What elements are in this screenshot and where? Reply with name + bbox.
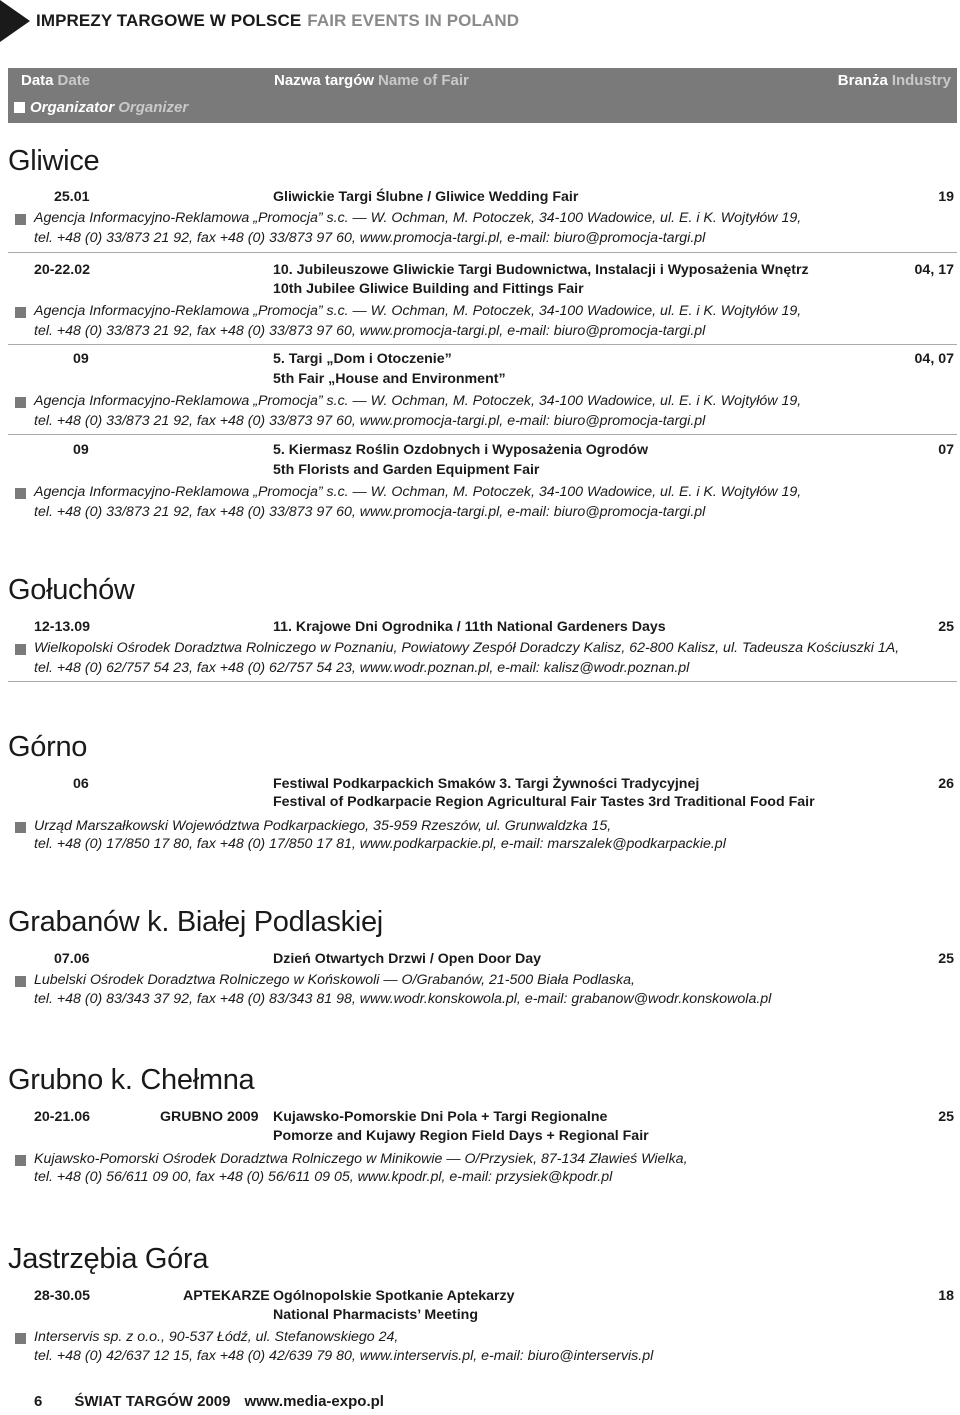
event-contact: tel. +48 (0) 33/873 21 92, fax +48 (0) 33/873 97 60, www.promocja-targi.pl, e-mail: biuro@promocja-targi.pl <box>34 323 706 339</box>
page-title-en: FAIR EVENTS IN POLAND <box>307 11 520 30</box>
square-bullet-icon <box>15 822 26 833</box>
event-date: 25.01 <box>54 189 90 205</box>
event-industry: 25 <box>938 619 954 635</box>
event-contact: tel. +48 (0) 62/757 54 23, fax +48 (0) 62/757 54 23, www.wodr.poznan.pl, e-mail: kalisz@wodr.poznan.pl <box>34 660 690 676</box>
event-industry: 19 <box>938 189 954 205</box>
column-name <box>274 72 469 89</box>
event-name-en: 10th Jubilee Gliwice Building and Fittings Fair <box>273 281 584 297</box>
page-title-pl: IMPREZY TARGOWE W POLSCE <box>36 11 302 30</box>
event-date: 28-30.05 <box>34 1288 91 1304</box>
event-industry: 04, 17 <box>914 262 954 278</box>
column-name-pl: Nazwa targów <box>274 72 375 89</box>
column-organizer <box>14 99 188 116</box>
event-organizer: Agencja Informacyjno-Reklamowa „Promocja” s.c. — W. Ochman, M. Potoczek, 34-100 Wadowice, ul. E. i K. Wojtyłów 19, <box>34 484 802 500</box>
page-header <box>0 0 960 42</box>
event-organizer: Agencja Informacyjno-Reklamowa „Promocja” s.c. — W. Ochman, M. Potoczek, 34-100 Wadowice, ul. E. i K. Wojtyłów 19, <box>34 303 802 319</box>
square-bullet-icon <box>14 102 25 113</box>
city-heading: Gołuchów <box>8 574 135 606</box>
event-industry: 04, 07 <box>914 351 954 367</box>
page-footer <box>34 1393 398 1410</box>
event-industry: 18 <box>938 1288 954 1304</box>
event-organizer: Urząd Marszałkowski Województwa Podkarpackiego, 35-959 Rzeszów, ul. Grunwaldzka 15, <box>34 818 612 834</box>
event-name: Kujawsko-Pomorskie Dni Pola + Targi Regionalne <box>273 1109 608 1125</box>
city-heading: Gliwice <box>8 145 100 177</box>
event-name: Festiwal Podkarpackich Smaków 3. Targi Żywności Tradycyjnej <box>273 776 700 792</box>
event-date: 12-13.09 <box>34 619 91 635</box>
divider <box>8 434 957 435</box>
event-industry: 07 <box>938 442 954 458</box>
event-organizer: Agencja Informacyjno-Reklamowa „Promocja” s.c. — W. Ochman, M. Potoczek, 34-100 Wadowice, ul. E. i K. Wojtyłów 19, <box>34 393 802 409</box>
event-industry: 25 <box>938 951 954 967</box>
divider <box>8 681 957 682</box>
event-name: 11. Krajowe Dni Ogrodnika / 11th National Gardeners Days <box>273 619 666 635</box>
event-name: 5. Kiermasz Roślin Ozdobnych i Wyposażenia Ogrodów <box>273 442 648 458</box>
event-contact: tel. +48 (0) 83/343 37 92, fax +48 (0) 83/343 81 98, www.wodr.konskowola.pl, e-mail: grabanow@wodr.konskowola.pl <box>34 991 772 1007</box>
column-date-pl: Data <box>21 72 54 89</box>
event-industry: 26 <box>938 776 954 792</box>
column-industry-en: Industry <box>891 72 951 89</box>
page-number: 6 <box>34 1393 43 1410</box>
column-industry <box>838 72 951 89</box>
page-title <box>36 11 519 31</box>
divider <box>8 252 957 253</box>
column-date <box>21 72 90 89</box>
event-name-en: Festival of Podkarpacie Region Agricultural Fair Tastes 3rd Traditional Food Fair <box>273 794 815 810</box>
triangle-right-icon <box>0 0 30 42</box>
event-name: Gliwickie Targi Ślubne / Gliwice Wedding Fair <box>273 189 579 205</box>
city-heading: Grubno k. Chełmna <box>8 1064 255 1096</box>
event-organizer: Interservis sp. z o.o., 90-537 Łódź, ul. Stefanowskiego 24, <box>34 1329 399 1345</box>
column-header-bar <box>8 68 957 123</box>
event-organizer: Kujawsko-Pomorski Ośrodek Doradztwa Rolniczego w Minikowie — O/Przysiek, 87-134 Zławieś Wielka, <box>34 1151 688 1167</box>
event-contact: tel. +48 (0) 33/873 21 92, fax +48 (0) 33/873 97 60, www.promocja-targi.pl, e-mail: biuro@promocja-targi.pl <box>34 230 706 246</box>
event-contact: tel. +48 (0) 33/873 21 92, fax +48 (0) 33/873 97 60, www.promocja-targi.pl, e-mail: biuro@promocja-targi.pl <box>34 504 706 520</box>
event-industry: 25 <box>938 1109 954 1125</box>
square-bullet-icon <box>15 1155 26 1166</box>
event-contact: tel. +48 (0) 17/850 17 80, fax +48 (0) 17/850 17 81, www.podkarpackie.pl, e-mail: marszalek@podkarpackie.pl <box>34 836 726 852</box>
city-heading: Grabanów k. Białej Podlaskiej <box>8 906 383 938</box>
square-bullet-icon <box>15 1333 26 1344</box>
magazine-title: ŚWIAT TARGÓW 2009 <box>74 1393 231 1410</box>
city-heading: Górno <box>8 731 88 763</box>
column-organizer-en: Organizer <box>118 99 189 116</box>
event-date: 20-22.02 <box>34 262 91 278</box>
event-date: 20-21.06 <box>34 1109 91 1125</box>
event-date: 09 <box>73 351 89 367</box>
event-date: 09 <box>73 442 89 458</box>
square-bullet-icon <box>15 488 26 499</box>
event-name-en: 5th Florists and Garden Equipment Fair <box>273 462 540 478</box>
square-bullet-icon <box>15 307 26 318</box>
event-contact: tel. +48 (0) 33/873 21 92, fax +48 (0) 33/873 97 60, www.promocja-targi.pl, e-mail: biuro@promocja-targi.pl <box>34 413 706 429</box>
event-date: 07.06 <box>54 951 90 967</box>
event-code: GRUBNO 2009 <box>160 1109 259 1125</box>
column-organizer-pl: Organizator <box>30 99 115 116</box>
event-name-en: 5th Fair „House and Environment” <box>273 371 506 387</box>
event-organizer: Lubelski Ośrodek Doradztwa Rolniczego w Końskowoli — O/Grabanów, 21-500 Biała Podlaska, <box>34 972 635 988</box>
event-code: APTEKARZE <box>183 1288 270 1304</box>
divider <box>8 344 957 345</box>
event-name-en: National Pharmacists’ Meeting <box>273 1307 478 1323</box>
city-heading: Jastrzębia Góra <box>8 1243 209 1275</box>
column-industry-pl: Branża <box>837 72 888 89</box>
square-bullet-icon <box>15 214 26 225</box>
event-organizer: Wielkopolski Ośrodek Doradztwa Rolniczego w Poznaniu, Powiatowy Zespół Doradczy Kalisz, 62-800 Kalisz, ul. Tadeusza Kościuszki 1A, <box>34 640 900 656</box>
event-organizer: Agencja Informacyjno-Reklamowa „Promocja” s.c. — W. Ochman, M. Potoczek, 34-100 Wadowice, ul. E. i K. Wojtyłów 19, <box>34 210 802 226</box>
event-name: Ogólnopolskie Spotkanie Aptekarzy <box>273 1288 515 1304</box>
footer-url[interactable]: www.media-expo.pl <box>244 1393 384 1410</box>
event-name: Dzień Otwartych Drzwi / Open Door Day <box>273 951 542 967</box>
event-name: 10. Jubileuszowe Gliwickie Targi Budownictwa, Instalacji i Wyposażenia Wnętrz <box>273 262 809 278</box>
event-name-en: Pomorze and Kujawy Region Field Days + Regional Fair <box>273 1128 649 1144</box>
event-contact: tel. +48 (0) 56/611 09 00, fax +48 (0) 56/611 09 05, www.kpodr.pl, e-mail: przysiek@kpodr.pl <box>34 1169 613 1185</box>
square-bullet-icon <box>15 397 26 408</box>
event-contact: tel. +48 (0) 42/637 12 15, fax +48 (0) 42/639 79 80, www.interservis.pl, e-mail: biuro@interservis.pl <box>34 1348 654 1364</box>
square-bullet-icon <box>15 976 26 987</box>
square-bullet-icon <box>15 644 26 655</box>
column-date-en: Date <box>57 72 91 89</box>
column-name-en: Name of Fair <box>378 72 469 89</box>
event-name: 5. Targi „Dom i Otoczenie” <box>273 351 452 367</box>
event-date: 06 <box>73 776 89 792</box>
